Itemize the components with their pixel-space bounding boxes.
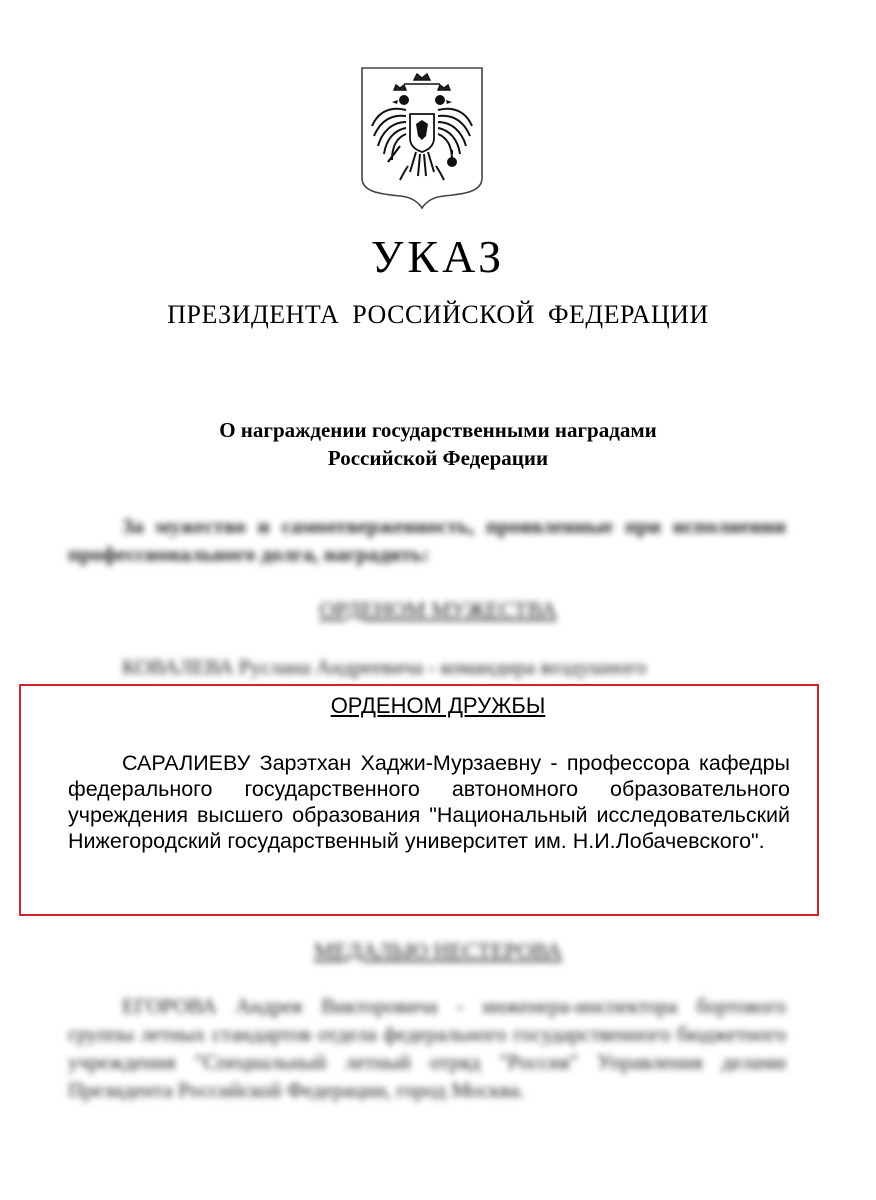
heading-line-2: Российской Федерации [327, 446, 549, 470]
russian-coat-of-arms-icon [360, 66, 484, 210]
award2-text: САРАЛИЕВУ Зарэтхан Хаджи-Мурзаевну - профессора кафедры федерального государственного автономного образовательного учреждения высшего образования "Национальный исследовательский Нижегородский государственный университет им. Н.И.Лобачевского". [68, 751, 790, 853]
decree-title: УКАЗ [370, 231, 506, 282]
award-nesterov-medal-recipient [68, 992, 786, 1104]
heading-line-1: О награждении государственными наградами [219, 418, 657, 442]
award-order-of-courage-title: ОРДЕНОМ МУЖЕСТВА [319, 597, 557, 622]
award-order-of-friendship-recipient [68, 750, 790, 854]
document-heading [0, 416, 876, 472]
award1-text: КОВАЛЕВА Руслана Андреевича - командира воздушного [122, 655, 647, 679]
award-nesterov-medal-title: МЕДАЛЬЮ НЕСТЕРОВА [313, 938, 562, 963]
award3-text: ЕГОРОВА Андрея Викторовича - инженера-инспектора бортового группы летных стандартов отдела федерального государственного бюджетного учреждения "Специальный летный отряд "Россия" Управления делами Президента Российской Федерации, город Москва. [68, 994, 786, 1102]
intro-paragraph [68, 512, 786, 568]
award-order-of-courage-recipient [68, 653, 786, 679]
decree-subtitle: ПРЕЗИДЕНТА РОССИЙСКОЙ ФЕДЕРАЦИИ [167, 300, 709, 329]
intro-text: За мужество и самоотверженность, проявленные при исполнении профессионального долга, наградить: [68, 514, 786, 566]
award-order-of-friendship-title: ОРДЕНОМ ДРУЖБЫ [330, 693, 546, 718]
